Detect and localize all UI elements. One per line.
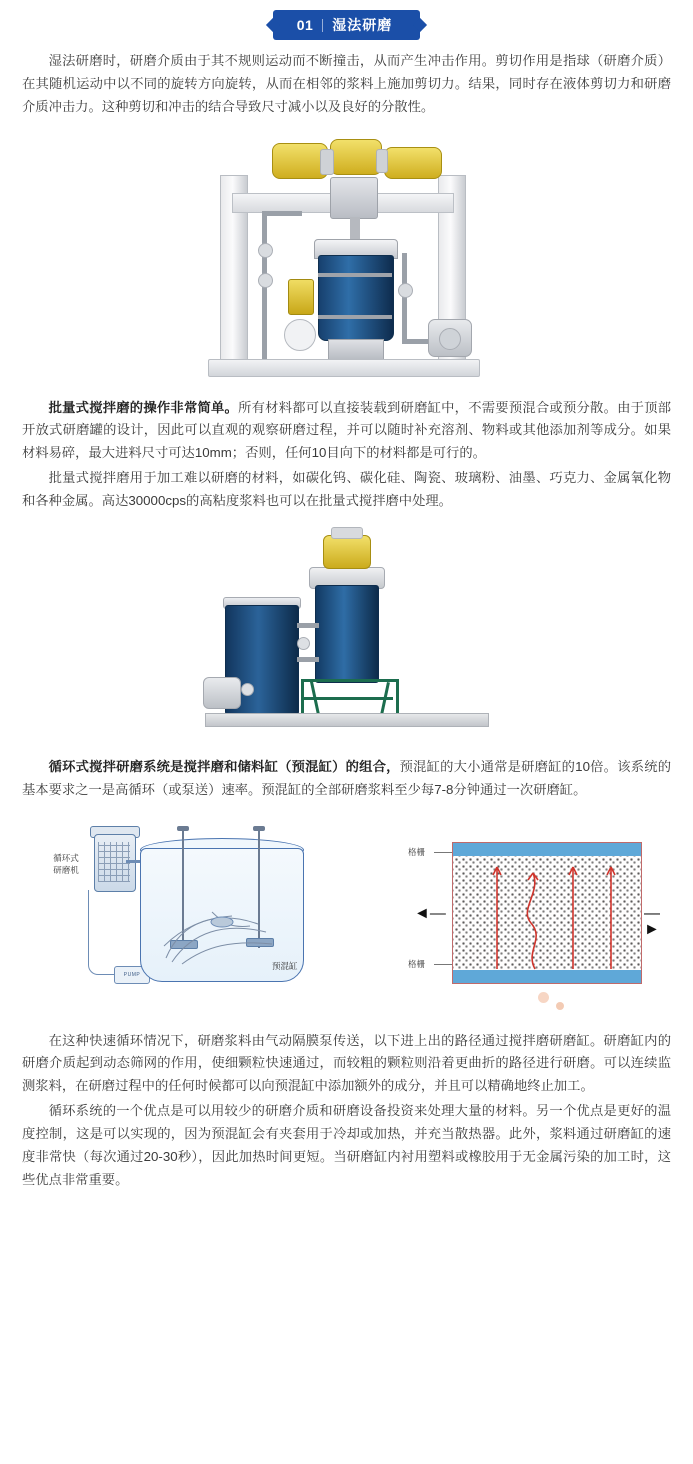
schematic-premix-tank-label: 预混缸 — [272, 960, 298, 971]
circ-pipe-upper — [297, 623, 319, 628]
header-number: 01 — [296, 17, 314, 33]
circulation-system-schematic — [22, 820, 671, 1020]
mill-valve-1 — [258, 243, 273, 258]
mill-motor-3 — [384, 147, 442, 179]
schematic-mill-label-line2: 研磨机 — [53, 865, 79, 876]
mill-pipe-horizontal-top — [262, 211, 302, 216]
mill-control-box — [288, 279, 314, 315]
paragraph-batch-1-lead: 批量式搅拌磨的操作非常简单。 — [48, 399, 239, 415]
circ-valve-1 — [297, 637, 310, 650]
schematic-mill-label-line1: 循环式 — [53, 852, 79, 863]
mill-motor-coupling-1 — [320, 149, 334, 175]
header-badge — [273, 10, 421, 40]
article-content — [0, 46, 693, 1214]
paragraph-batch-1-rest: 所有材料都可以直接装载到研磨缸中，不需要预混合或预分散。由于顶部开放式研磨罐的设计，因此可以直观的观察研磨过程，并可以随时补充溶剂、物料或其他添加剂等成分。如果材料易碎，最大进料尺寸可达10mm；否则，任何10目向下的材料都是可行的。 — [22, 399, 672, 461]
circ-mill-motor-cap — [331, 527, 363, 539]
figure-batch-mill — [22, 133, 671, 383]
circ-base-plate — [205, 713, 489, 727]
paragraph-intro: 湿法研磨时，研磨介质由于其不规则运动而不断撞击，从而产生冲击作用。剪切作用是指球（研磨介质）在其随机运动中以不同的旋转方向旋转，从而在相邻的浆料上施加剪切力。结果，同时存在液体剪切力和研磨介质冲击力。这种剪切和冲击的结合导致尺寸减小以及良好的分散性。 — [22, 53, 671, 114]
circ-pump — [203, 677, 241, 709]
circ-mill-motor — [323, 535, 371, 569]
mill-pipe-vertical-right — [402, 253, 407, 343]
circ-mill-stand-bar — [301, 697, 393, 700]
schematic-grid-label-bottom: 格栅 — [408, 958, 426, 969]
mill-motor-coupling-2 — [376, 149, 388, 173]
paragraph-circulation-lead: 循环式搅拌研磨系统是搅拌磨和储料缸（预混缸）的组合， — [48, 758, 400, 774]
mill-valve-3 — [398, 283, 413, 298]
header-divider — [322, 19, 323, 32]
paragraph-circulation-rest: 预混缸的大小通常是研磨缸的10倍。该系统的基本要求之一是高循环（或泵送）速率。预混缸的全部研磨浆料至少每7-8分钟通过一次研磨缸。 — [22, 758, 671, 797]
mill-grinding-tank — [318, 255, 394, 341]
mill-valve-2 — [258, 273, 273, 288]
mill-tank-band-lower — [318, 315, 392, 319]
figure-schematic — [22, 820, 671, 1020]
figure-circulation-mill — [22, 527, 671, 742]
paragraph-batch-1 — [22, 397, 671, 466]
schematic-mill-label — [44, 852, 88, 878]
mill-gauge-disc — [284, 319, 316, 351]
schematic-arrow-left: ◄— — [414, 904, 446, 922]
circulation-attritor-mill-photo — [197, 527, 497, 742]
mill-motor-2 — [330, 139, 382, 175]
mill-tank-base — [328, 339, 384, 361]
circ-mill-body — [315, 585, 379, 683]
paragraph-closing-1: 在这种快速循环情况下，研磨浆料由气动隔膜泵传送，以下进上出的路径通过搅拌磨研磨缸。研磨缸内的研磨介质起到动态筛网的作用，使细颗粒快速通过，而较粗的颗粒则沿着更曲折的路径进行研磨。可以连续监测浆料，在研磨过程中的任何时候都可以向预混缸中添加额外的成分，并且可以精确地终止加工。 — [22, 1032, 671, 1094]
mill-pump — [428, 319, 472, 357]
schematic-media-panel — [452, 842, 642, 984]
mill-tank-band-upper — [318, 273, 392, 277]
circ-valve-2 — [241, 683, 254, 696]
paragraph-closing-2: 循环系统的一个优点是可以用较少的研磨介质和研磨设备投资来处理大量的材料。另一个优点是更好的温度控制，这是可以实现的，因为预混缸会有夹套用于冷却或加热，并充当散热器。此外，浆料通过研磨缸的速度非常快（每次通过20-30秒），因此加热时间更短。当研磨缸内衬用塑料或橡胶用于无金属污染的加工时，这些优点非常重要。 — [22, 1103, 671, 1187]
schematic-arrow-right: —► — [644, 904, 660, 938]
paragraph-circulation — [22, 756, 671, 802]
schematic-particle-paths — [453, 843, 641, 983]
schematic-return-pipe-vertical — [88, 890, 107, 975]
mill-gearbox — [330, 177, 378, 219]
paragraph-batch-2: 批量式搅拌磨用于加工难以研磨的材料，如碳化钨、碳化硅、陶瓷、玻璃粉、油墨、巧克力、金属氧化物和各种金属。高达30000cps的高粘度浆料也可以在批量式搅拌磨中处理。 — [22, 470, 671, 509]
decorative-dot-1 — [538, 992, 549, 1003]
batch-attritor-mill-photo — [202, 133, 492, 383]
mill-base-plate — [208, 359, 480, 377]
schematic-grid-label-top: 格栅 — [408, 846, 426, 857]
schematic-pump: PUMP — [114, 966, 150, 984]
decorative-dot-2 — [556, 1002, 564, 1010]
circ-pipe-lower — [297, 657, 319, 662]
schematic-flow-lines — [162, 902, 282, 966]
section-header — [0, 0, 693, 46]
header-title: 湿法研磨 — [332, 17, 393, 33]
